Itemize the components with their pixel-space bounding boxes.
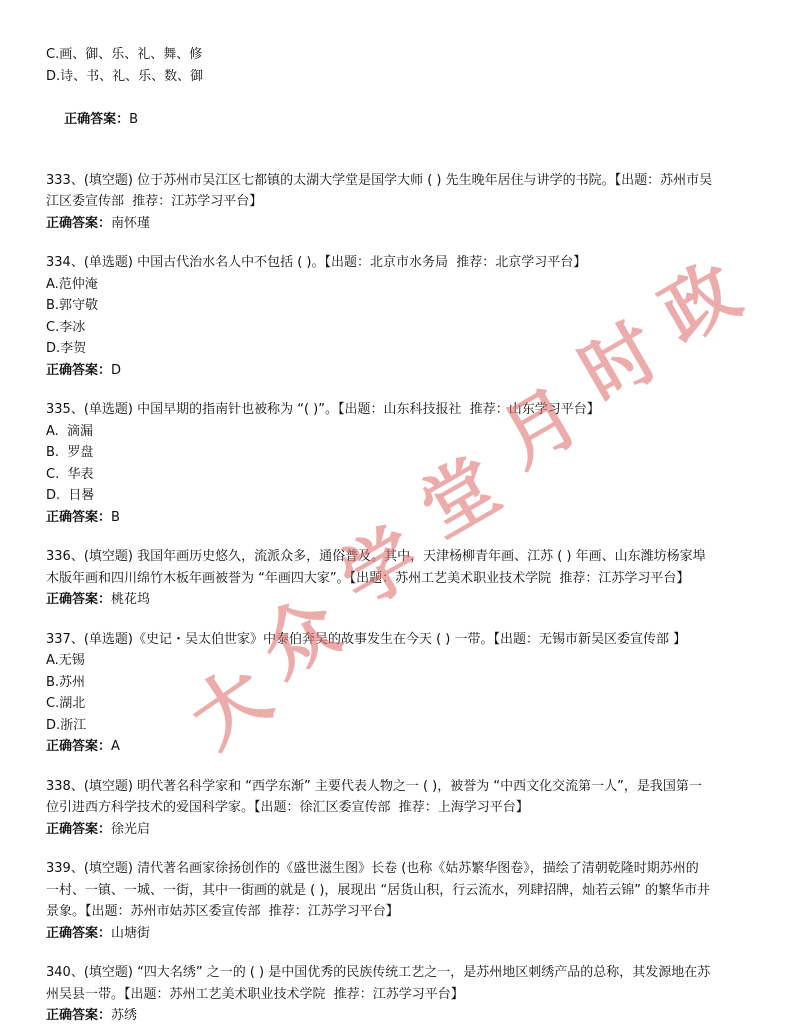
answer-line xyxy=(46,819,776,841)
answer-label: 正确答案： xyxy=(46,821,112,837)
question-line: 木版年画和四川绵竹木板年画被誉为 “年画四大家”。【出题：苏州工艺美术职业技术学院 推荐：江苏学习平台】 xyxy=(46,570,690,586)
watermark-char: 堂 xyxy=(406,442,514,554)
question-text: 340、(填空题) “四大名绣” 之一的 ( ) 是中国优秀的民族传统工艺之一，是苏州地区刺绣产品的总称，其发源地在苏 xyxy=(46,965,711,980)
question-line: D. 日晷 xyxy=(46,488,95,503)
question-text: 336、(填空题) 我国年画历史悠久，流派众多，通俗普及。其中，天津杨柳青年画、江苏 ( ) 年画、山东潍坊杨家埠 xyxy=(46,549,706,564)
question-text: 338、(填空题) 明代著名科学家和 “西学东渐” 主要代表人物之一 ( )，被誉为 “中西文化交流第一人”，是我国第一 xyxy=(46,778,702,794)
answer-label: 正确答案： xyxy=(46,925,112,941)
answer-label: 正确答案： xyxy=(64,111,130,127)
answer-value: D xyxy=(111,362,122,378)
question-line: 景象。【出题：苏州市姑苏区委宣传部 推荐：江苏学习平台】 xyxy=(46,904,399,919)
answer-label: 正确答案： xyxy=(46,1008,112,1023)
answer-value: 南怀瑾 xyxy=(111,215,151,231)
question-line: A.范仲淹 xyxy=(46,276,98,292)
watermark-char: 时 xyxy=(566,307,674,419)
question-gap xyxy=(46,611,776,629)
answer-value: B xyxy=(111,509,120,525)
answer-value: 山塘街 xyxy=(111,925,151,941)
answer-value: 徐光启 xyxy=(111,821,151,837)
question-gap xyxy=(46,944,776,962)
answer-line xyxy=(46,213,776,235)
question-line: C.李冰 xyxy=(46,319,86,335)
question-line: 一村、一镇、一城、一街，其中一街画的就是 ( )，展现出 “居货山积，行云流水，列肆招牌，灿若云锦” 的繁华市井 xyxy=(46,882,711,898)
answer-label: 正确答案： xyxy=(46,739,112,754)
question-line: 位引进西方科学技术的爱国科学家。【出题：徐汇区委宣传部 推荐：上海学习平台】 xyxy=(46,800,529,815)
question-block xyxy=(46,399,776,528)
answer-value: 桃花坞 xyxy=(111,592,151,607)
question-block xyxy=(46,252,776,381)
answer-line xyxy=(46,736,776,758)
document-page xyxy=(46,44,776,1027)
question-line: 州吴县一带。【出题：苏州工艺美术职业技术学院 推荐：江苏学习平台】 xyxy=(46,986,464,1002)
answer-line xyxy=(46,87,776,152)
answer-line xyxy=(46,589,776,611)
answer-label: 正确答案： xyxy=(46,592,112,607)
answer-label: 正确答案： xyxy=(46,362,112,378)
answer-label: 正确答案： xyxy=(46,509,112,525)
answer-value: 苏绣 xyxy=(111,1008,138,1023)
question-text: 339、(填空题) 清代著名画家徐扬创作的《盛世滋生图》长卷 (也称《姑苏繁华图卷》，描绘了清朝乾隆时期苏州的 xyxy=(46,861,699,876)
question-line: C. 华表 xyxy=(46,466,94,482)
question-line: D.李贺 xyxy=(46,341,87,356)
answer-label: 正确答案： xyxy=(46,215,112,231)
question-text: 334、(单选题) 中国古代治水名人中不包括 ( )。【出题：北京市水务局 推荐：北京学习平台】 xyxy=(46,255,587,270)
question-line: B.郭守敬 xyxy=(46,298,99,313)
option-c: C.画、御、乐、礼、舞、修 xyxy=(46,47,203,62)
answer-line xyxy=(46,507,776,529)
question-gap xyxy=(46,758,776,776)
question-block xyxy=(46,962,776,1027)
question-gap xyxy=(46,381,776,399)
question-gap xyxy=(46,528,776,546)
question-line: B. 罗盘 xyxy=(46,445,94,460)
question-text: 335、(单选题) 中国早期的指南针也被称为 “( )”。【出题：山东科技报社 推荐：山东学习平台】 xyxy=(46,402,600,417)
question-line: A. 滴漏 xyxy=(46,423,94,439)
watermark-char: 大 xyxy=(175,651,286,765)
question-gap xyxy=(46,840,776,858)
watermark-char: 月 xyxy=(486,372,594,484)
answer-value: A xyxy=(111,739,120,754)
question-block xyxy=(46,858,776,944)
question-line: D.浙江 xyxy=(46,717,87,733)
question-block xyxy=(46,546,776,611)
question-block xyxy=(46,170,776,235)
question-block xyxy=(46,776,776,841)
question-gap xyxy=(46,234,776,252)
question-list xyxy=(46,152,776,1027)
question-line: A.无锡 xyxy=(46,653,85,668)
question-block xyxy=(46,629,776,758)
watermark-char: 众 xyxy=(246,582,354,694)
watermark-char: 政 xyxy=(646,247,754,359)
option-d: D.诗、书、礼、乐、数、御 xyxy=(46,68,204,84)
question-text: 333、(填空题) 位于苏州市吴江区七都镇的太湖大学堂是国学大师 ( ) 先生晚年居住与讲学的书院。【出题：苏州市吴 xyxy=(46,172,713,188)
answer-line xyxy=(46,1005,776,1027)
question-line: B.苏州 xyxy=(46,674,86,690)
answer-line xyxy=(46,360,776,382)
answer-value: B xyxy=(129,111,139,127)
answer-line xyxy=(46,923,776,945)
question-text: 337、(单选题)《史记・吴太伯世家》中泰伯奔吴的故事发生在今天 ( ) 一带。【出题：无锡市新吴区委宣传部 】 xyxy=(46,631,687,647)
question-line: C.湖北 xyxy=(46,696,86,711)
watermark-char: 学 xyxy=(326,512,434,624)
question-line: 江区委宣传部 推荐：江苏学习平台】 xyxy=(46,194,263,209)
question-gap xyxy=(46,152,776,170)
